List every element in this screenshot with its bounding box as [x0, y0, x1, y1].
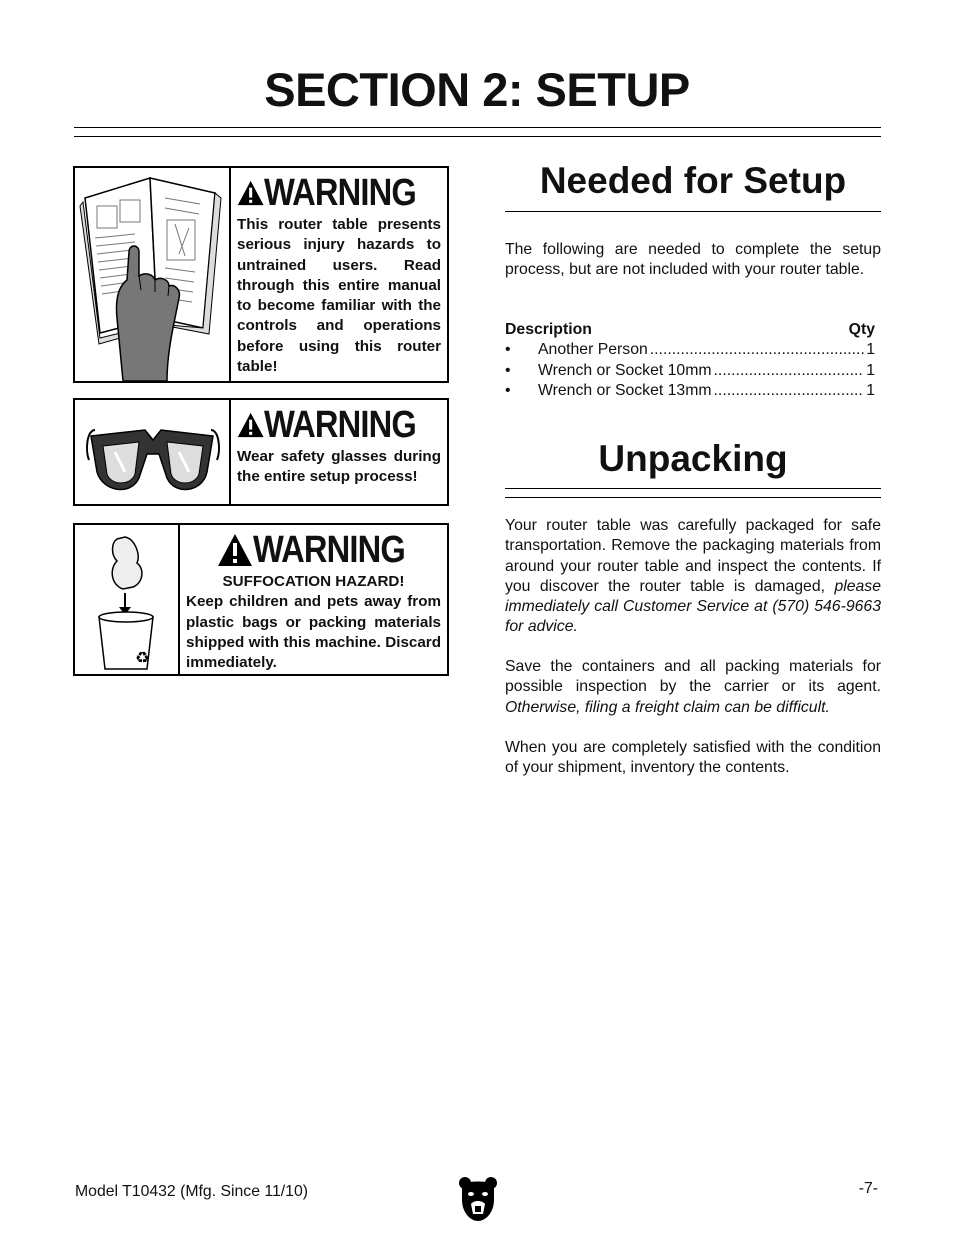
- warning-header: [237, 171, 441, 215]
- trash-bag-icon: [75, 525, 180, 674]
- needed-rule: [505, 211, 881, 212]
- warning-body: Wear safety glasses during the entire setup process!: [237, 448, 441, 486]
- warning-header: [237, 403, 441, 447]
- warning-label: WARNING: [264, 172, 417, 214]
- warning-triangle-icon: [237, 408, 264, 442]
- footer-model: Model T10432 (Mfg. Since 11/10): [75, 1183, 308, 1200]
- needed-heading: Needed for Setup: [539, 160, 847, 201]
- bear-logo-icon: [458, 1176, 498, 1222]
- unpacking-rule-bottom: [505, 497, 881, 498]
- list-item: • Wrench or Socket 10mm ..... 1: [505, 362, 875, 380]
- warning-triangle-icon: [217, 533, 253, 567]
- svg-text:♻: ♻: [135, 648, 150, 667]
- warning-body: [186, 572, 441, 673]
- manual-reading-icon: [75, 168, 231, 381]
- title-rule-bottom: [74, 136, 881, 137]
- unpacking-paragraph-1: Your router table was carefully packaged for safe transportation. Remove the packaging materials from around your router table and inspect the contents. If you discover the router table is damaged, please immediately call Customer Service at (570) 546-9663 for advice.: [505, 517, 881, 636]
- warning-text-manual: [231, 168, 447, 381]
- warning-text-glasses: [231, 400, 447, 504]
- safety-glasses-icon: [75, 400, 231, 504]
- list-item: • Another Person ..... 1: [505, 341, 875, 359]
- hazard-text: Keep children and pets away from plastic bags or packing materials shipped with this machine. Discard immediately.: [186, 593, 441, 672]
- warning-box-suffocation: [73, 523, 449, 676]
- warning-label: WARNING: [264, 404, 417, 446]
- page-title: SECTION 2: SETUP: [264, 63, 690, 116]
- unpacking-rule-top: [505, 488, 881, 489]
- warning-box-glasses: [73, 398, 449, 506]
- needed-table-header: [505, 321, 875, 339]
- hazard-title: SUFFOCATION HAZARD!: [222, 573, 405, 590]
- warning-label: WARNING: [253, 529, 406, 571]
- list-item: • Wrench or Socket 13mm ..... 1: [505, 382, 875, 400]
- col-description: Description: [505, 321, 592, 338]
- unpacking-heading: Unpacking: [598, 438, 788, 479]
- warning-box-manual: [73, 166, 449, 383]
- warning-header: [186, 528, 441, 572]
- unpacking-paragraph-2: Save the containers and all packing materials for possible inspection by the carrier or its agent. Otherwise, filing a freight claim can be difficult.: [505, 658, 881, 716]
- footer-page-number: -7-: [858, 1180, 878, 1197]
- warning-triangle-icon: [237, 176, 264, 210]
- title-rule-top: [74, 127, 881, 128]
- col-qty: Qty: [848, 321, 875, 338]
- warning-body: This router table presents serious injury hazards to untrained users. Read through this entire manual to become familiar with the controls and operations before using this router table!: [237, 216, 441, 376]
- unpacking-paragraph-3: When you are completely satisfied with the condition of your shipment, inventory the contents.: [505, 739, 881, 777]
- warning-text-suffocation: [180, 525, 447, 674]
- needed-intro: The following are needed to complete the setup process, but are not included with your router table.: [505, 241, 881, 279]
